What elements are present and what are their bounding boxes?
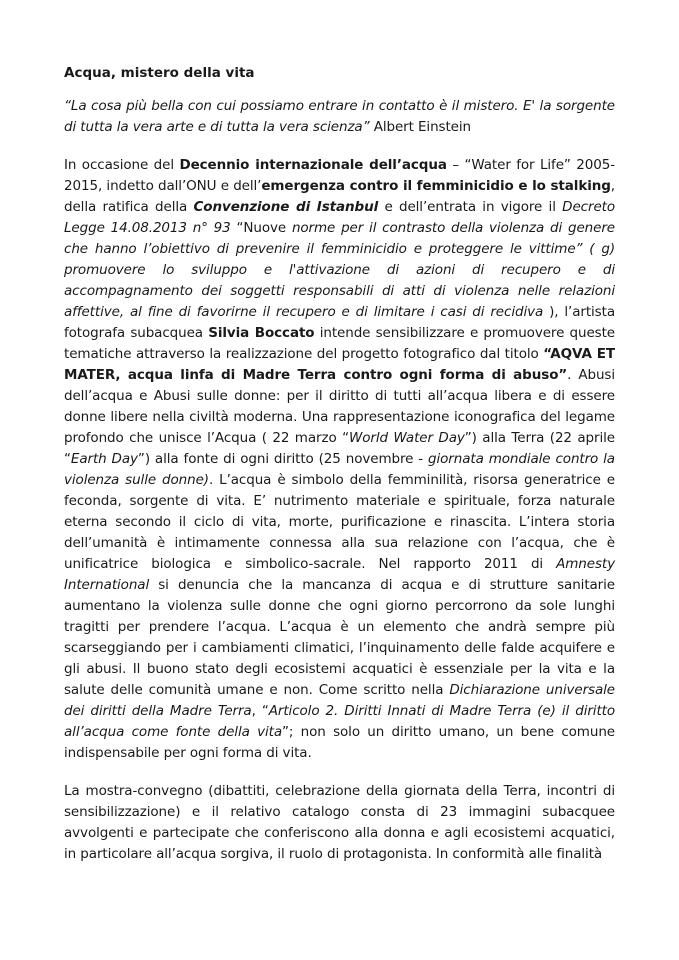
p1-text: ), l’artista fotografa subacquea [64, 304, 615, 341]
p1-text: , “ [251, 703, 269, 719]
p1-italic: giornata mondiale contro la violenza sulle donne) [64, 451, 615, 488]
p1-artist-name: Silvia Boccato [208, 325, 315, 341]
p1-italic: norme per il contrasto della violenza di genere che hanno l’obiettivo di prevenire il femminicidio e proteggere le vittime” ( g) promuovere lo sviluppo e l'attivazione di azioni di recupero e di accompagnamento dei soggetti responsabili di atti di violenza nelle relazioni affettive, al fine di favorirne il recupero e di limitare i casi di recidiva [64, 220, 615, 320]
p1-text: “Nuove [230, 220, 292, 236]
p1-italic: Amnesty International [64, 556, 615, 593]
p1-text: ”) alla Terra (22 aprile “ [64, 430, 615, 467]
p1-text: ”) alla fonte di ogni diritto (25 novembre - [137, 451, 429, 467]
p1-italic: World Water Day [348, 430, 465, 446]
p1-convention: Convenzione di Istanbul [193, 199, 379, 215]
p1-text: In occasione del [64, 157, 180, 173]
body-paragraph-2: La mostra-convegno (dibattiti, celebrazione della giornata della Terra, incontri di sensibilizzazione) e il relativo catalogo consta di 23 immagini subacquee avvolgenti e partecipate che conferiscono alla donna e agli ecosistemi acquatici, in particolare all’acqua sorgiva, il ruolo di protagonista. In conformità alle finalità [64, 783, 615, 862]
p1-text: ”; non solo un diritto umano, un bene comune indispensabile per ogni forma di vita. [64, 724, 615, 761]
document-title: Acqua, mistero della vita [64, 65, 255, 81]
p1-bold-italic [194, 199, 379, 215]
p1-text: . Abusi dell’acqua e Abusi sulle donne: per il diritto di tutti all’acqua libera e di essere donne libere nella civiltà moderna. Una rappresentazione iconografica del legame profondo che unisce l’Acqua ( 22 marzo “ [64, 367, 615, 446]
p1-bold: Decennio internazionale dell’acqua [179, 157, 447, 173]
p1-project-title: “AQVA ET MATER, acqua linfa di Madre Terra contro ogni forma di abuso” [64, 346, 615, 383]
p1-text: , della ratifica della [64, 178, 615, 215]
p1-text: e dell’entrata in vigore il [378, 199, 563, 215]
p1-italic: Earth Day [70, 451, 138, 467]
quote-text: “La cosa più bella con cui possiamo entrare in contatto è il mistero. E' la sorgente di tutta la vera arte e di tutta la vera scienza” [64, 98, 615, 135]
einstein-quote [64, 96, 615, 138]
p1-text: intende sensibilizzare e promuovere queste tematiche attraverso la realizzazione del progetto fotografico dal titolo [64, 325, 615, 362]
p1-italic: Dichiarazione universale dei diritti della Madre Terra [64, 682, 615, 719]
p1-text: si denuncia che la mancanza di acqua e di strutture sanitarie aumentano la violenza sulle donne che ogni giorno percorrono da sole lunghi tragitti per prendere l’acqua. L’acqua è un elemento che andrà sempre più scarseggiando per i cambiamenti climatici, l’inquinamento delle falde acquifere e gli abusi. Il buono stato degli ecosistemi acquatici è essenziale per la vita e la salute delle comunità umane e non. Come scritto nella [64, 577, 615, 698]
p1-italic: Articolo 2. Diritti Innati di Madre Terra (e) il diritto all’acqua come fonte della vita [64, 703, 615, 740]
body-paragraph-1 [64, 155, 615, 764]
p1-text: . L’acqua è simbolo della femminilità, risorsa generatrice e feconda, sorgente di vita. E’ nutrimento materiale e spirituale, forza naturale eterna secondo il ciclo di vita, morte, purificazione e rinascita. L’intera storia dell’umanità è intimamente connessa alla sua relazione con l’acqua, che è unificatrice biologica e simbolico-sacrale. Nel rapporto 2011 di [64, 472, 616, 572]
p1-bold: emergenza contro il femminicidio e lo stalking [261, 178, 611, 194]
quote-author: Albert Einstein [369, 119, 471, 135]
p1-text: – “Water for Life” 2005-2015, indetto dall’ONU e dell’ [64, 157, 615, 194]
p1-italic: Decreto Legge 14.08.2013 n° 93 [64, 199, 616, 236]
